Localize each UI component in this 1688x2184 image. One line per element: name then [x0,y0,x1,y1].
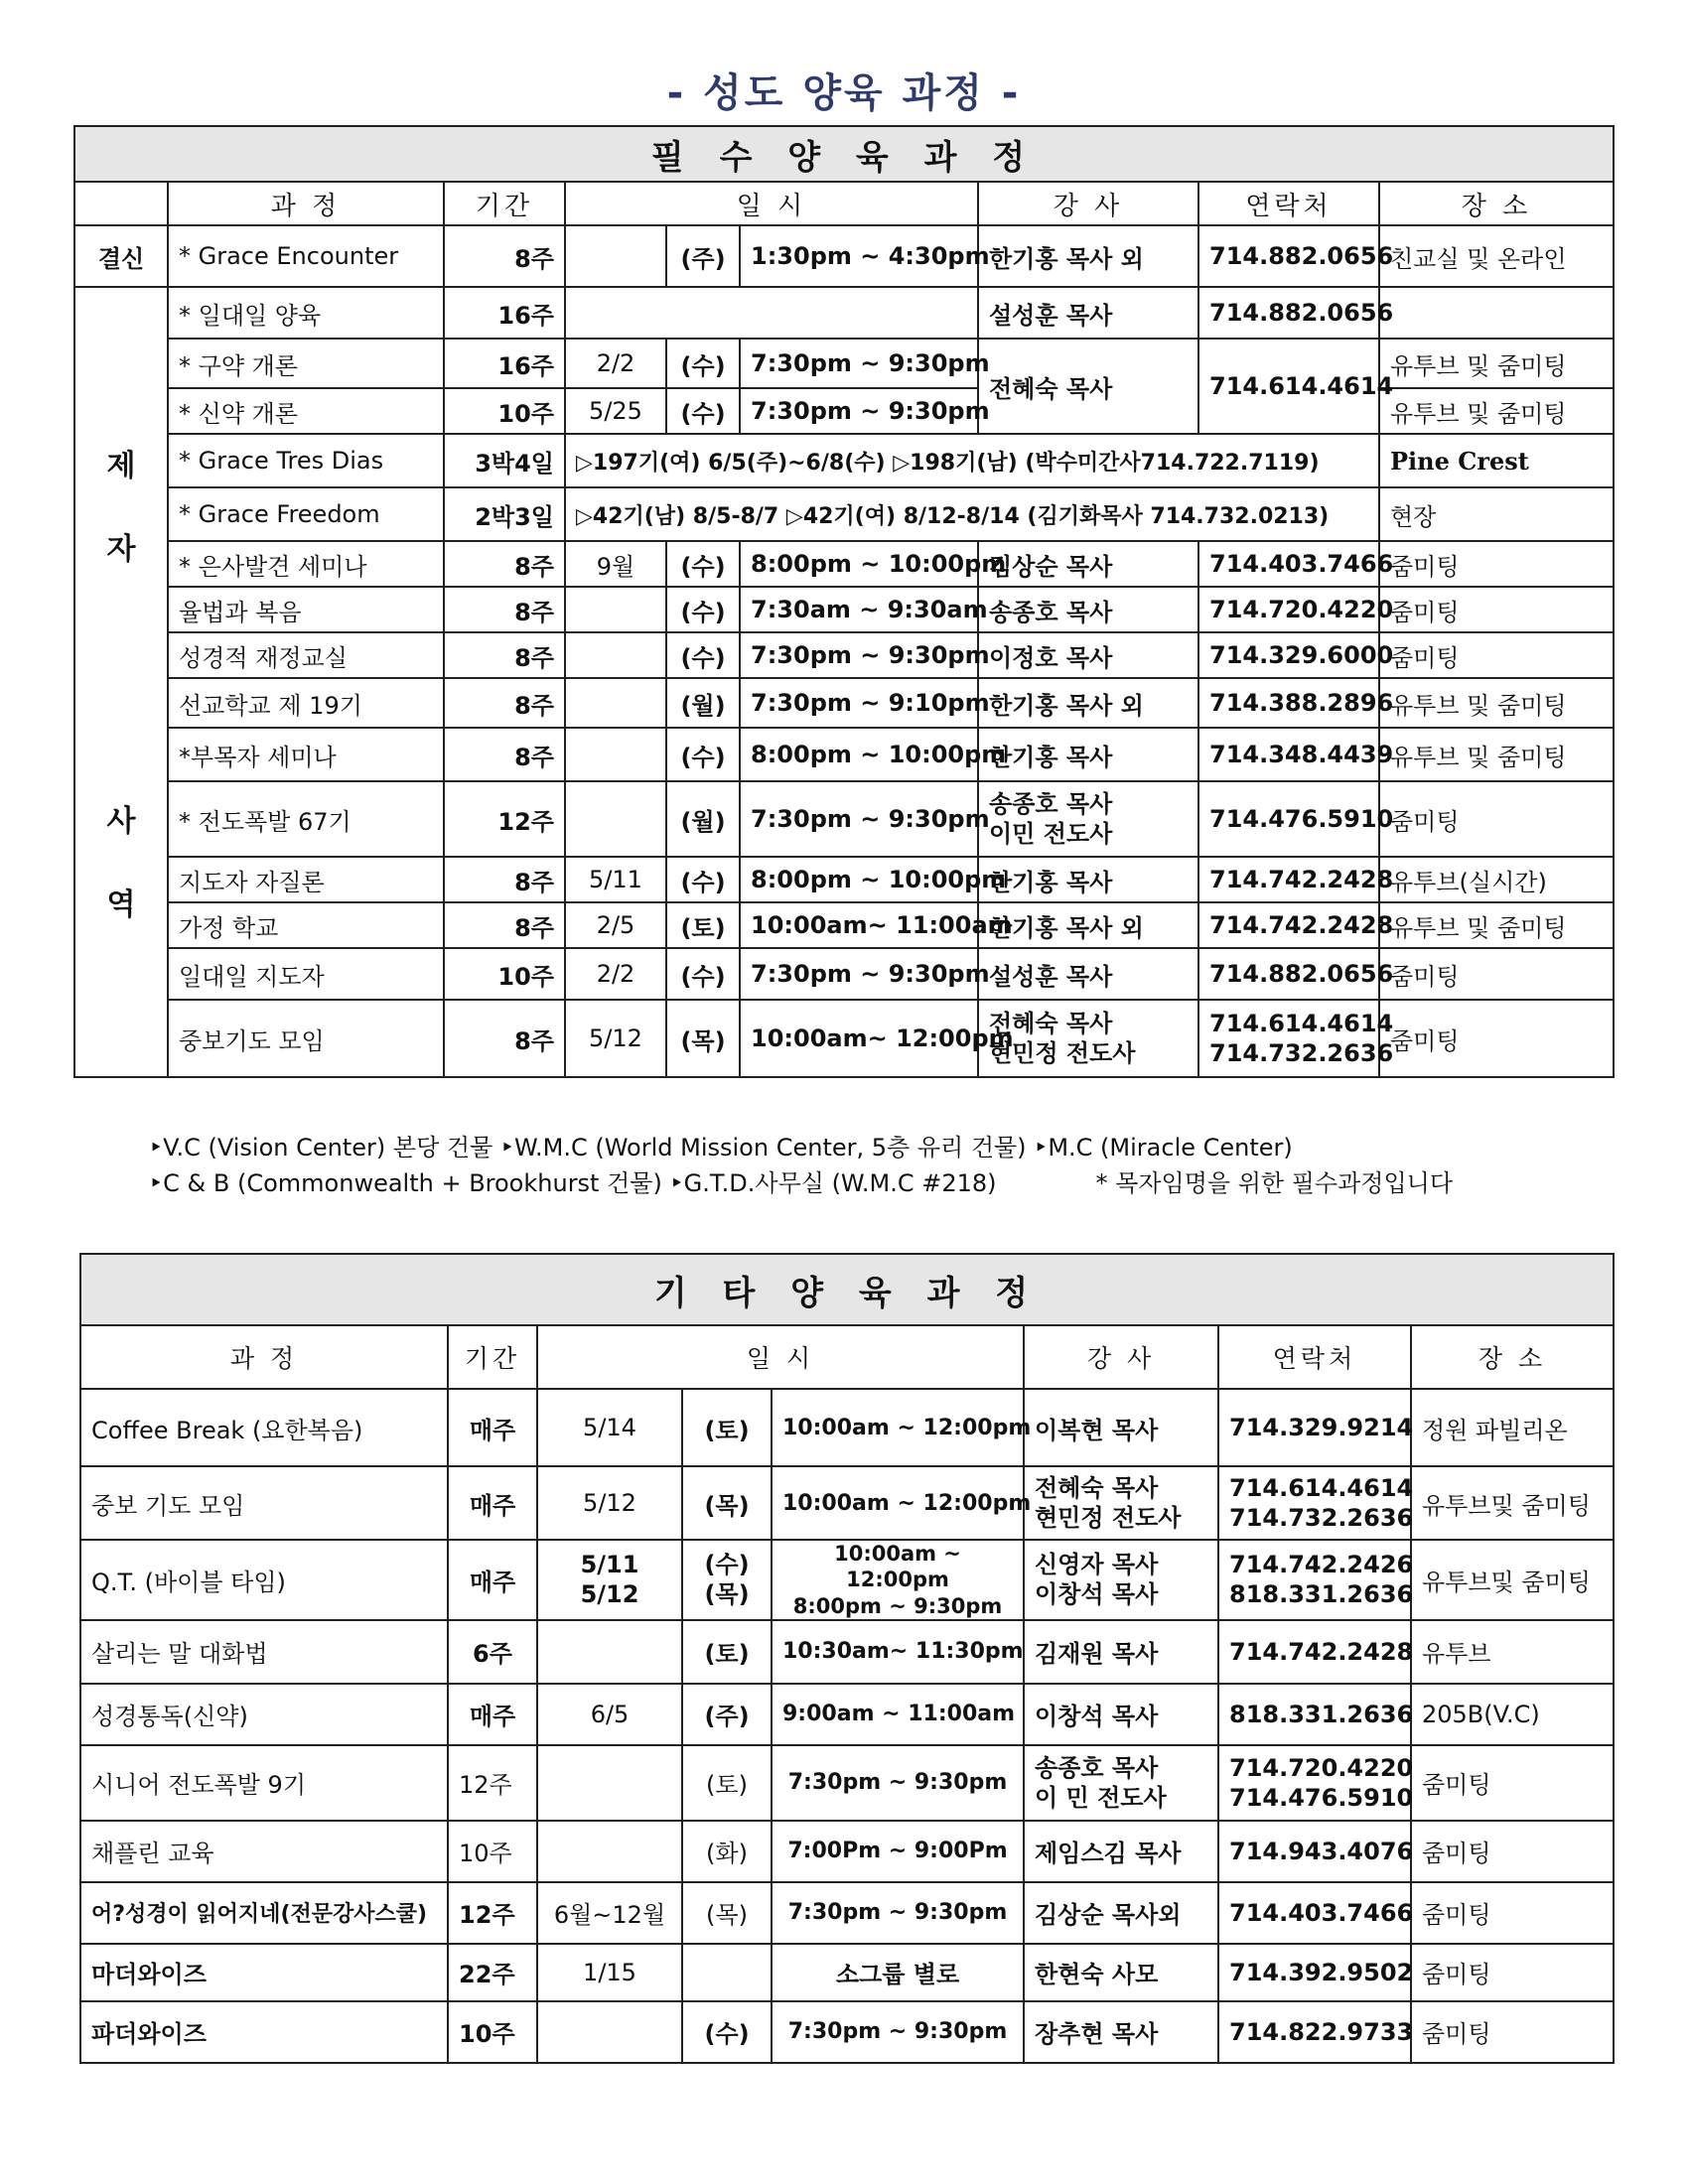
teacher-line: 전혜숙 목사 [1035,1474,1159,1502]
course-contact: 714.476.5910 [1198,781,1379,857]
course-contact: 714.742.2428 [1198,902,1379,948]
course-time: 7:30pm ~ 9:10pm [740,678,978,728]
course-contact: 818.331.2636 [1218,1684,1411,1745]
page-title: - 성도 양육 과정 - [666,70,1022,116]
course-date: 2/5 [565,902,666,948]
course-place: 유투브 및 줌미팅 [1379,728,1614,781]
course-time: 소그룹 별로 [772,1944,1024,2001]
course-teacher [978,781,1198,857]
course-period: 12주 [448,1745,537,1821]
course-day: (화) [682,1821,772,1882]
course-time: 7:30pm ~ 9:30pm [740,948,978,1000]
teacher-line: 이 민 전도사 [1035,1783,1167,1812]
course-day: (수) [666,948,740,1000]
course-period: 8주 [444,587,565,632]
course-teacher: 전혜숙 목사 [978,339,1198,434]
course-teacher: 송종호 목사 [978,587,1198,632]
legend-text: ‣C & B (Commonwealth + Brookhurst 건물) ‣G.T.D.사무실 (W.M.C #218) [149,1169,997,1197]
course-place: 줌미팅 [1379,781,1614,857]
course-place: 줌미팅 [1411,2001,1614,2063]
header-place: 장 소 [1379,182,1614,225]
table-row [80,1466,1614,1540]
course-time: 7:30pm ~ 9:30pm [772,1882,1024,1944]
course-date: 2/2 [565,948,666,1000]
course-name: * 구약 개론 [168,339,444,388]
course-day [682,1944,772,2001]
course-teacher: 한기홍 목사 [978,728,1198,781]
table-row [80,1620,1614,1684]
course-period: 8주 [444,632,565,678]
course-time: 8:00pm ~ 10:00pm [740,728,978,781]
course-time: 7:30pm ~ 9:30pm [740,388,978,434]
course-contact: 714.403.7466 [1198,541,1379,587]
date-line: 5/11 [580,1551,639,1579]
course-time: 7:30pm ~ 9:30pm [740,781,978,857]
header-teacher: 강 사 [978,182,1198,225]
course-place: 유투브 및 줌미팅 [1379,339,1614,388]
header-course: 과 정 [168,182,444,225]
course-contact: 714.403.7466 [1218,1882,1411,1944]
header-contact: 연락처 [1218,1325,1411,1389]
course-contact: 714.742.2428 [1218,1620,1411,1684]
course-name: 시니어 전도폭발 9기 [80,1745,448,1821]
course-day: (토) [682,1389,772,1466]
teacher-line: 이창석 목사 [1035,1580,1159,1609]
course-contact: 714.392.9502 [1218,1944,1411,2001]
required-courses-table [73,125,1615,1078]
course-day: (목) [682,1882,772,1944]
course-period: 12주 [444,781,565,857]
day-line: (목) [704,1580,750,1609]
teacher-line: 현민정 전도사 [1035,1504,1182,1532]
course-name: *부목자 세미나 [168,728,444,781]
course-date: 5/11 [565,857,666,902]
contact-line: 714.720.4220 [1229,1753,1414,1782]
header-teacher: 강 사 [1024,1325,1218,1389]
course-teacher [1024,1466,1218,1540]
course-time [772,1540,1024,1620]
course-name: Coffee Break (요한복음) [80,1389,448,1466]
course-period: 12주 [448,1882,537,1944]
header-schedule: 일 시 [565,182,978,225]
course-teacher: 장추현 목사 [1024,2001,1218,2063]
course-date [537,1821,682,1882]
course-name: 일대일 지도자 [168,948,444,1000]
course-period: 8주 [444,857,565,902]
category-char: 사 [106,804,136,839]
course-date: 5/14 [537,1389,682,1466]
table-row [74,857,1614,902]
course-day: (주) [666,225,740,287]
course-period: 매주 [448,1389,537,1466]
course-place: 유투브(실시간) [1379,857,1614,902]
course-period: 6주 [448,1620,537,1684]
header-course: 과 정 [80,1325,448,1389]
location-legend [149,1130,1453,1201]
table-row [74,587,1614,632]
course-time: 10:00am~ 12:00pm [740,1000,978,1077]
course-date: 2/2 [565,339,666,388]
contact-line: 818.331.2636 [1229,1580,1414,1609]
table-row [74,728,1614,781]
course-place: Pine Crest [1379,434,1614,487]
contact-line: 714.614.4614 [1209,1010,1394,1037]
course-contact: 714.614.4614 [1198,339,1379,434]
header-contact: 연락처 [1198,182,1379,225]
legend-note: * 목자임명을 위한 필수과정입니다 [1095,1169,1454,1197]
course-period: 8주 [444,225,565,287]
course-name: 성경통독(신약) [80,1684,448,1745]
course-period: 매주 [448,1540,537,1620]
table-row [80,1821,1614,1882]
table-row [74,225,1614,287]
course-day: (수) [666,857,740,902]
course-period: 8주 [444,902,565,948]
course-date [537,1620,682,1684]
course-place: 유투브및 줌미팅 [1411,1466,1614,1540]
course-period: 2박3일 [444,487,565,541]
header-schedule: 일 시 [537,1325,1024,1389]
course-day: (주) [682,1684,772,1745]
course-day: (목) [666,1000,740,1077]
course-period: 10주 [444,948,565,1000]
course-place: 줌미팅 [1411,1944,1614,2001]
course-period: 22주 [448,1944,537,2001]
course-contact: 714.822.9733 [1218,2001,1411,2063]
course-teacher: 한기홍 목사 외 [978,902,1198,948]
course-place [1379,287,1614,339]
course-place: 줌미팅 [1379,541,1614,587]
course-name: * Grace Tres Dias [168,434,444,487]
course-place: 유투브및 줌미팅 [1411,1540,1614,1620]
course-date: 6월~12월 [537,1882,682,1944]
course-period: 10주 [444,388,565,434]
course-schedule: ▷197기(여) 6/5(주)~6/8(수) ▷198기(남) (박수미간사714.722.7119) [565,434,1379,487]
course-day: (수) [666,632,740,678]
teacher-line: 송종호 목사 [989,790,1113,818]
course-place: 줌미팅 [1379,948,1614,1000]
course-day: (수) [666,541,740,587]
course-place: 친교실 및 온라인 [1379,225,1614,287]
course-teacher: 제임스김 목사 [1024,1821,1218,1882]
course-time: 9:00am ~ 11:00am [772,1684,1024,1745]
course-name: * 은사발견 세미나 [168,541,444,587]
course-period: 8주 [444,541,565,587]
required-banner: 필 수 양 육 과 정 [74,126,1614,182]
course-contact: 714.882.0656 [1198,948,1379,1000]
course-date [537,1540,682,1620]
course-name: 중보기도 모임 [168,1000,444,1077]
contact-line: 714.732.2636 [1209,1039,1394,1067]
course-date [565,781,666,857]
course-name: 선교학교 제 19기 [168,678,444,728]
category-char: 제 [106,449,136,483]
course-day: (월) [666,781,740,857]
contact-line: 714.476.5910 [1229,1783,1414,1812]
course-date [537,1745,682,1821]
course-time: 7:30pm ~ 9:30pm [740,339,978,388]
header-place: 장 소 [1411,1325,1614,1389]
course-contact: 714.329.9214 [1218,1389,1411,1466]
course-period: 매주 [448,1684,537,1745]
required-header-row [74,182,1614,225]
course-date: 5/12 [537,1466,682,1540]
course-name: 마더와이즈 [80,1944,448,2001]
course-name: 채플린 교육 [80,1821,448,1882]
course-teacher [1024,1745,1218,1821]
course-place: 줌미팅 [1379,632,1614,678]
course-place: 유투브 [1411,1620,1614,1684]
table-row [74,434,1614,487]
course-teacher: 이복현 목사 [1024,1389,1218,1466]
teacher-line: 송종호 목사 [1035,1753,1159,1782]
course-day: (토) [682,1745,772,1821]
table-row [74,541,1614,587]
table-row [80,1882,1614,1944]
teacher-line: 신영자 목사 [1035,1551,1159,1579]
course-contact: 714.943.4076 [1218,1821,1411,1882]
course-contact [1198,1000,1394,1077]
course-time: 7:30am ~ 9:30am [740,587,978,632]
course-day: (토) [682,1620,772,1684]
course-contact [1218,1540,1414,1620]
table-row [74,902,1614,948]
course-place: 현장 [1379,487,1614,541]
time-line: 8:00pm ~ 9:30pm [792,1593,1003,1618]
course-schedule: ▷42기(남) 8/5-8/7 ▷42기(여) 8/12-8/14 (김기화목사 714.732.0213) [565,487,1379,541]
table-row [74,339,1614,388]
table-row [74,632,1614,678]
table-row [74,678,1614,728]
course-contact: 714.882.0656 [1198,287,1379,339]
course-period: 매주 [448,1466,537,1540]
date-line: 5/12 [580,1580,639,1609]
course-place: 줌미팅 [1379,1000,1614,1077]
course-date: 1/15 [537,1944,682,2001]
course-place: 줌미팅 [1379,587,1614,632]
course-name: * 일대일 양육 [168,287,444,339]
course-time: 7:30pm ~ 9:30pm [740,632,978,678]
course-name: 성경적 재정교실 [168,632,444,678]
category-char: 자 [106,532,136,567]
table-row [74,1000,1614,1077]
course-time: 8:00pm ~ 10:00pm [740,541,978,587]
course-teacher: 한현숙 사모 [1024,1944,1218,2001]
contact-line: 714.732.2636 [1229,1504,1414,1532]
course-day [682,1540,772,1620]
course-time: 10:30am~ 11:30pm [772,1620,1024,1684]
course-teacher: 김상순 목사 [978,541,1198,587]
course-time: 10:00am ~ 12:00pm [772,1389,1024,1466]
course-period: 16주 [444,339,565,388]
course-day: (수) [666,587,740,632]
table-row [80,2001,1614,2063]
course-date [565,587,666,632]
course-day: (수) [666,388,740,434]
course-date [565,632,666,678]
course-day: (수) [682,2001,772,2063]
course-period: 3박4일 [444,434,565,487]
course-name: 율법과 복음 [168,587,444,632]
course-teacher: 한기홍 목사 외 [978,678,1198,728]
course-name: 지도자 자질론 [168,857,444,902]
course-time: 7:00Pm ~ 9:00Pm [772,1821,1024,1882]
course-day: (월) [666,678,740,728]
table-row [74,781,1614,857]
teacher-line: 전혜숙 목사 [989,1010,1113,1037]
course-place: 205B(V.C) [1411,1684,1614,1745]
course-teacher: 설성훈 목사 [978,287,1198,339]
course-place: 정원 파빌리온 [1411,1389,1614,1466]
course-place: 줌미팅 [1411,1821,1614,1882]
course-name: 어?성경이 읽어지네(전문강사스쿨) [80,1882,448,1944]
course-place: 줌미팅 [1411,1882,1614,1944]
course-teacher [1024,1540,1218,1620]
course-day: (수) [666,339,740,388]
table-row [74,487,1614,541]
course-period: 10주 [448,1821,537,1882]
course-name: * 전도폭발 67기 [168,781,444,857]
course-name: 살리는 말 대화법 [80,1620,448,1684]
table-row [80,1944,1614,2001]
course-period: 8주 [444,1000,565,1077]
other-courses-table [79,1253,1615,2064]
course-contact: 714.742.2428 [1198,857,1379,902]
table-row [80,1684,1614,1745]
header-period: 기간 [444,182,565,225]
course-date: 5/25 [565,388,666,434]
course-time: 10:00am~ 11:00am [740,902,978,948]
table-row [74,948,1614,1000]
table-row [74,287,1614,339]
course-day: (토) [666,902,740,948]
course-place: 유투브 및 줌미팅 [1379,678,1614,728]
category-char: 역 [106,887,136,922]
table-row [80,1389,1614,1466]
course-teacher: 김상순 목사외 [1024,1882,1218,1944]
course-date [565,728,666,781]
header-period: 기간 [448,1325,537,1389]
course-contact: 714.882.0656 [1198,225,1379,287]
course-contact: 714.348.4439 [1198,728,1379,781]
legend-line: ‣V.C (Vision Center) 본당 건물 ‣W.M.C (World Mission Center, 5층 유리 건물) ‣M.C (Miracle Center) [149,1134,1293,1161]
course-name: Q.T. (바이블 타임) [80,1540,448,1620]
course-place: 유투브 및 줌미팅 [1379,902,1614,948]
course-date: 9월 [565,541,666,587]
course-teacher [978,1000,1198,1077]
teacher-line: 현민정 전도사 [989,1039,1136,1067]
course-date [537,2001,682,2063]
table-row [80,1540,1614,1620]
course-name: * 신약 개론 [168,388,444,434]
category-disciple [74,287,168,1077]
course-date: 6/5 [537,1684,682,1745]
course-time: 1:30pm ~ 4:30pm [740,225,978,287]
category-decision: 결신 [74,225,168,287]
course-name: 중보 기도 모임 [80,1466,448,1540]
course-teacher: 설성훈 목사 [978,948,1198,1000]
course-date: 5/12 [565,1000,666,1077]
course-teacher: 이창석 목사 [1024,1684,1218,1745]
course-name: 가정 학교 [168,902,444,948]
course-period: 16주 [444,287,565,339]
other-header-row [80,1325,1614,1389]
course-teacher: 한기홍 목사 [978,857,1198,902]
course-name: * Grace Freedom [168,487,444,541]
course-day: (목) [682,1466,772,1540]
course-date [565,225,666,287]
course-date [565,678,666,728]
contact-line: 714.614.4614 [1229,1474,1414,1502]
course-contact [1218,1745,1414,1821]
course-day: (수) [666,728,740,781]
course-contact: 714.720.4220 [1198,587,1379,632]
course-place: 줌미팅 [1411,1745,1614,1821]
course-time: 7:30pm ~ 9:30pm [772,1745,1024,1821]
course-contact: 714.329.6000 [1198,632,1379,678]
course-teacher: 김재원 목사 [1024,1620,1218,1684]
course-schedule [565,287,978,339]
table-row [80,1745,1614,1821]
course-period: 10주 [448,2001,537,2063]
course-time: 10:00am ~ 12:00pm [772,1466,1024,1540]
time-line: 10:00am ~ 12:00pm [834,1542,961,1592]
day-line: (수) [704,1551,750,1579]
course-teacher: 이정호 목사 [978,632,1198,678]
course-contact: 714.388.2896 [1198,678,1379,728]
teacher-line: 이민 전도사 [989,820,1113,848]
course-period: 8주 [444,728,565,781]
course-name: 파더와이즈 [80,2001,448,2063]
legend-line [149,1165,1453,1201]
course-time: 7:30pm ~ 9:30pm [772,2001,1024,2063]
course-name: * Grace Encounter [168,225,444,287]
course-place: 유투브 및 줌미팅 [1379,388,1614,434]
course-period: 8주 [444,678,565,728]
contact-line: 714.742.2426 [1229,1551,1414,1579]
course-contact [1218,1466,1414,1540]
other-banner: 기 타 양 육 과 정 [80,1254,1614,1325]
course-teacher: 한기홍 목사 외 [978,225,1198,287]
course-time: 8:00pm ~ 10:00pm [740,857,978,902]
